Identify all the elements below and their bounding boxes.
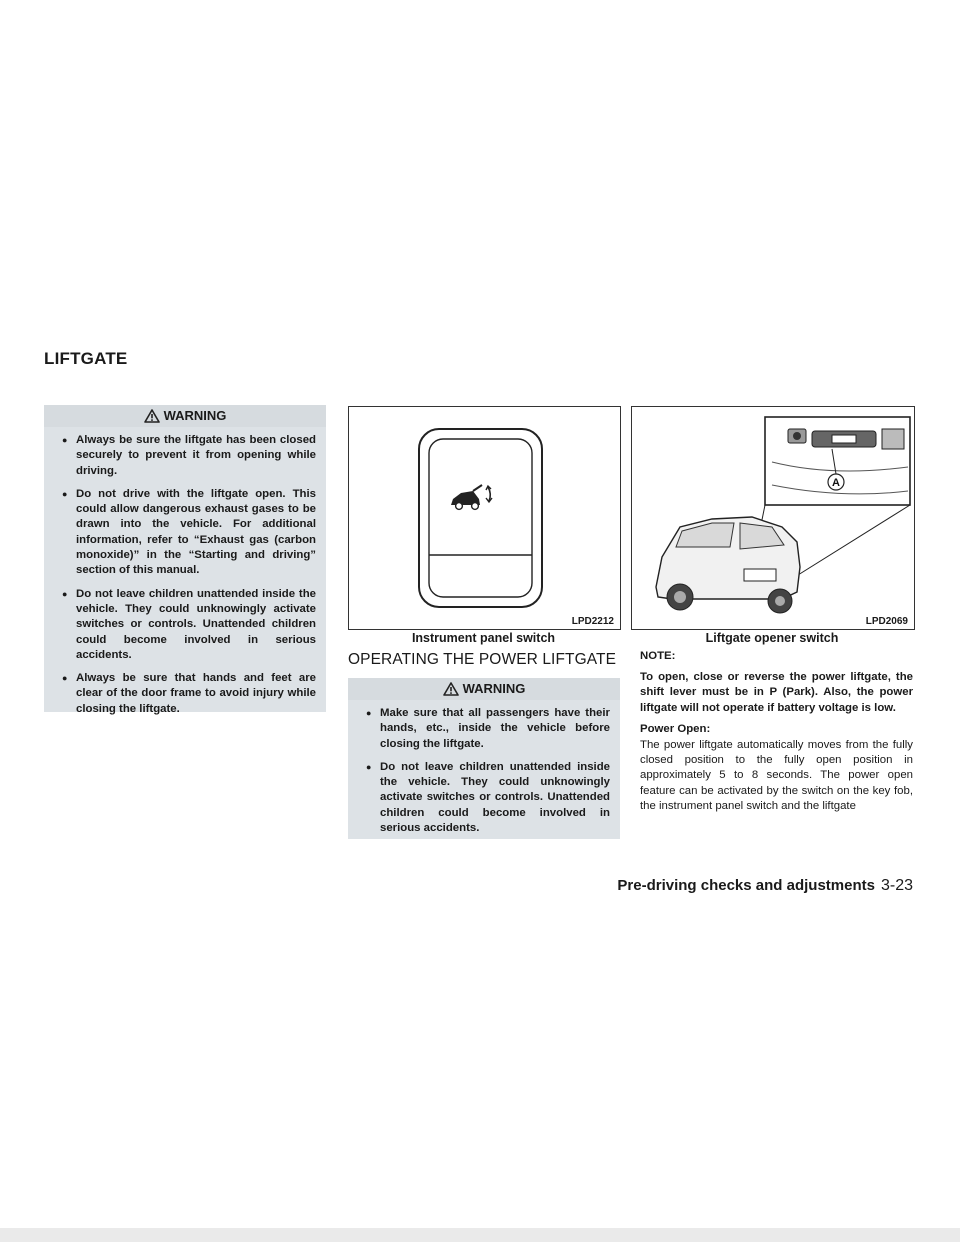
warning-item: ● Make sure that all passengers have their hands, etc., inside the vehicle before closing the liftgate. <box>366 706 610 752</box>
power-open-text: The power liftgate automatically moves from the fully closed position to the fully open position in approximately 5 to 8 seconds. The power open feature can be activated by the switch on the key fob, the instrument panel switch and the liftgate <box>640 739 913 812</box>
instrument-panel-switch-figure <box>348 406 621 630</box>
section-subheading: OPERATING THE POWER LIFTGATE <box>348 651 617 668</box>
power-open-label: Power Open: <box>640 722 711 735</box>
warning-heading: WARNING <box>163 408 227 423</box>
warning-item: ● Do not drive with the liftgate open. This could allow dangerous exhaust gases to be drawn into the vehicle. For additional information, refer to “Exhaust gas (carbon monoxide)” in the “Starting and driving” section of this manual. <box>62 487 316 579</box>
warning-triangle-icon <box>443 682 459 696</box>
page-number: 3-23 <box>880 877 913 894</box>
warning-box-power-liftgate <box>348 678 620 839</box>
liftgate-opener-illustration <box>632 407 914 629</box>
warning-header <box>44 405 326 427</box>
notes-column <box>640 649 913 820</box>
warning-triangle-icon <box>144 409 160 423</box>
callout-a: A <box>832 477 840 489</box>
footer-chapter-label: Pre-driving checks and adjustments <box>617 877 875 894</box>
figure-code: LPD2212 <box>571 616 614 627</box>
instrument-panel-switch-illustration <box>349 407 620 629</box>
warning-list <box>348 700 620 854</box>
warning-item: ● Always be sure the liftgate has been closed securely to prevent it from opening while driving. <box>62 433 316 479</box>
liftgate-switch-icon <box>451 485 492 509</box>
warning-box-liftgate <box>44 405 326 715</box>
page-footer <box>600 877 913 895</box>
note-label: NOTE: <box>640 650 676 662</box>
warning-heading: WARNING <box>462 681 526 696</box>
warning-item: ● Do not leave children unattended inside the vehicle. They could unknowingly activate switches or controls. Unattended children could become involved in serious accidents. <box>62 587 316 663</box>
warning-item: ● Do not leave children unattended inside the vehicle. They could unknowingly activate switches or controls. Unattended children could become involved in serious accidents. <box>366 760 610 836</box>
warning-list <box>44 427 326 735</box>
warning-item: ● Always be sure that hands and feet are clear of the door frame to avoid injury while closing the liftgate. <box>62 671 316 717</box>
section-title: LIFTGATE <box>44 349 128 368</box>
bottom-strip <box>0 1228 960 1242</box>
figure-caption: Liftgate opener switch <box>705 631 839 645</box>
liftgate-opener-figure <box>631 406 915 630</box>
figure-caption: Instrument panel switch <box>411 631 556 645</box>
note-text: To open, close or reverse the power liftgate, the shift lever must be in P (Park). Also, the power liftgate will not operate if battery voltage is low. <box>640 671 913 714</box>
figure-code: LPD2069 <box>865 616 908 627</box>
warning-header <box>348 678 620 700</box>
